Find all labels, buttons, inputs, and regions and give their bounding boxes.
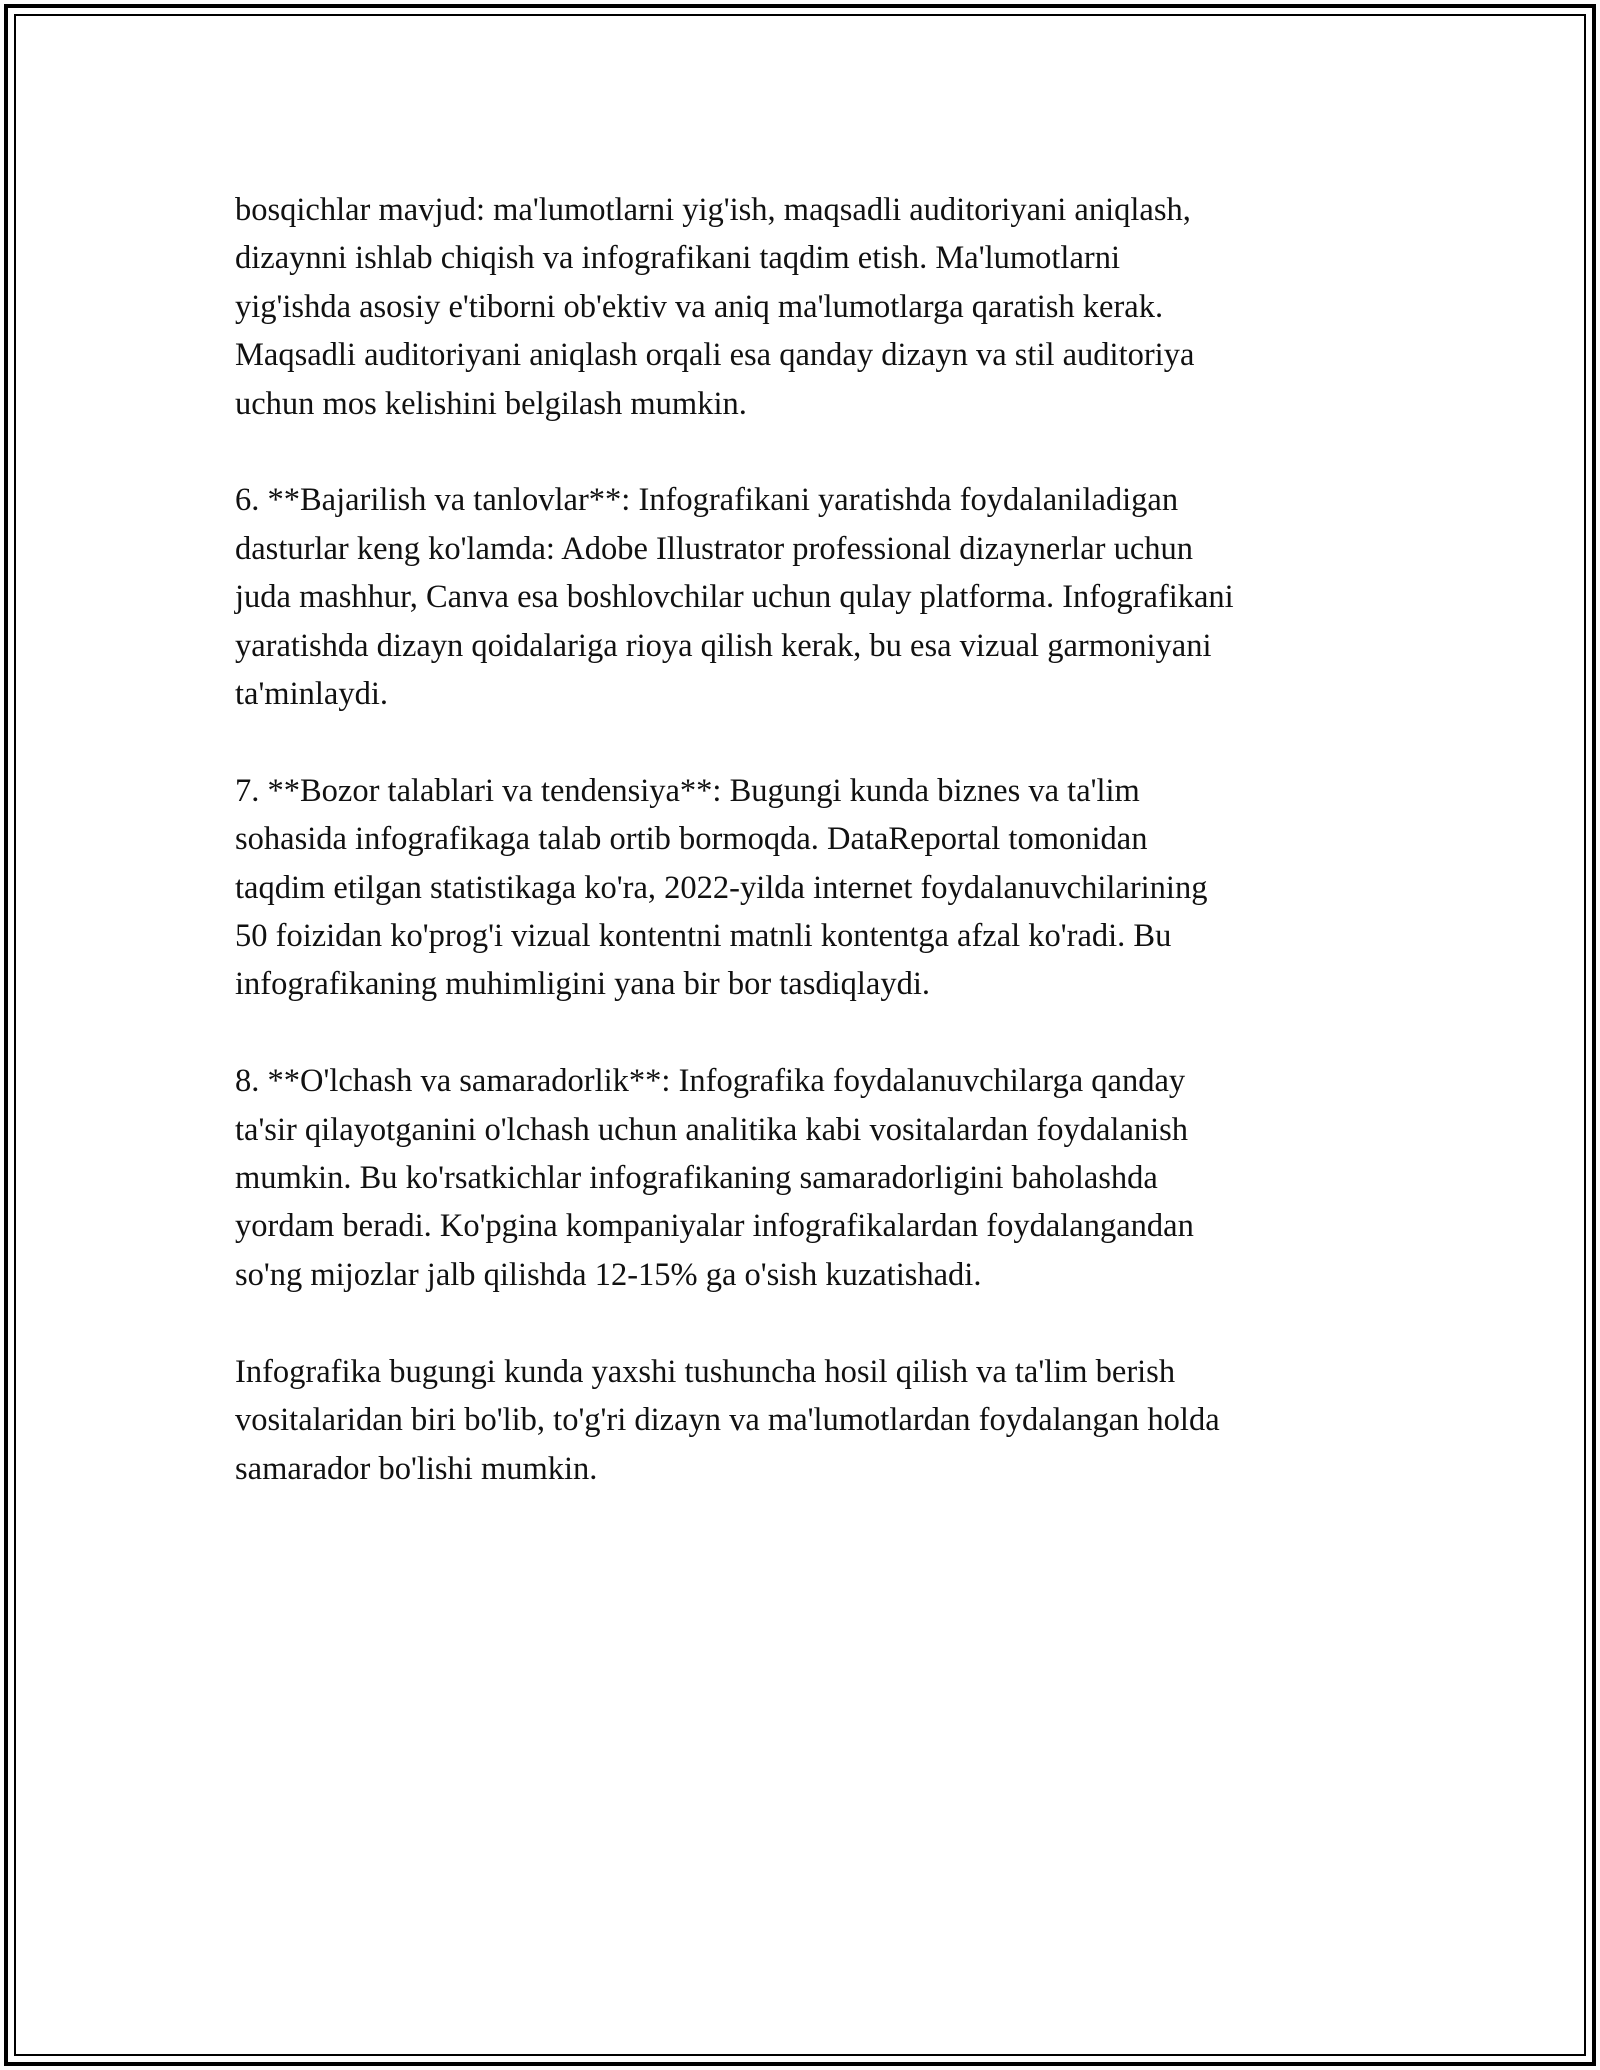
text-line: samarador bo'lishi mumkin.	[235, 1450, 598, 1487]
text-line: 7. **Bozor talablari va tendensiya**: Bugungi kunda biznes va ta'lim	[235, 772, 1140, 809]
text-line: ta'sir qilayotganini o'lchash uchun analitika kabi vositalardan foydalanish	[235, 1111, 1189, 1148]
text-line: so'ng mijozlar jalb qilishda 12-15% ga o'sish kuzatishadi.	[235, 1256, 982, 1293]
text-line: dizaynni ishlab chiqish va infografikani taqdim etish. Ma'lumotlarni	[235, 240, 1120, 277]
text-line: ta'minlaydi.	[235, 676, 388, 713]
text-line: dasturlar keng ko'lamda: Adobe Illustrator professional dizaynerlar uchun	[235, 530, 1193, 567]
text-line: Maqsadli auditoriyani aniqlash orqali esa qanday dizayn va stil auditoriya	[235, 337, 1195, 374]
text-line: mumkin. Bu ko'rsatkichlar infografikaning samaradorligini baholashda	[235, 1160, 1158, 1197]
text-line: 8. **O'lchash va samaradorlik**: Infografika foydalanuvchilarga qanday	[235, 1063, 1186, 1100]
paragraph-item-7	[235, 767, 1395, 1009]
text-line: 6. **Bajarilish va tanlovlar**: Infografikani yaratishda foydalaniladigan	[235, 482, 1179, 519]
paragraph-intro	[235, 186, 1395, 428]
text-line: Infografika bugungi kunda yaxshi tushuncha hosil qilish va ta'lim berish	[235, 1353, 1176, 1390]
text-line: yig'ishda asosiy e'tiborni ob'ektiv va aniq ma'lumotlarga qaratish kerak.	[235, 288, 1164, 325]
text-line: yordam beradi. Ko'pgina kompaniyalar infografikalardan foydalangandan	[235, 1208, 1194, 1245]
text-line: bosqichlar mavjud: ma'lumotlarni yig'ish, maqsadli auditoriyani aniqlash,	[235, 192, 1191, 228]
text-line: juda mashhur, Canva esa boshlovchilar uchun qulay platforma. Infografikani	[235, 579, 1234, 616]
text-line: sohasida infografikaga talab ortib bormoqda. DataReportal tomonidan	[235, 821, 1148, 858]
paragraph-item-8	[235, 1057, 1395, 1299]
text-line: vositalaridan biri bo'lib, to'g'ri dizayn va ma'lumotlardan foydalangan holda	[235, 1402, 1220, 1439]
text-line: yaratishda dizayn qoidalariga rioya qilish kerak, bu esa vizual garmoniyani	[235, 627, 1212, 664]
text-line: 50 foizidan ko'prog'i vizual kontentni matnli kontentga afzal ko'radi. Bu	[235, 918, 1172, 955]
text-line: infografikaning muhimligini yana bir bor tasdiqlaydi.	[235, 966, 931, 1003]
text-line: uchun mos kelishini belgilash mumkin.	[235, 385, 747, 422]
paragraph-item-6	[235, 476, 1395, 718]
text-line: taqdim etilgan statistikaga ko'ra, 2022-yilda internet foydalanuvchilarining	[235, 869, 1208, 906]
paragraph-conclusion	[235, 1348, 1395, 1493]
document-body	[235, 186, 1395, 1541]
